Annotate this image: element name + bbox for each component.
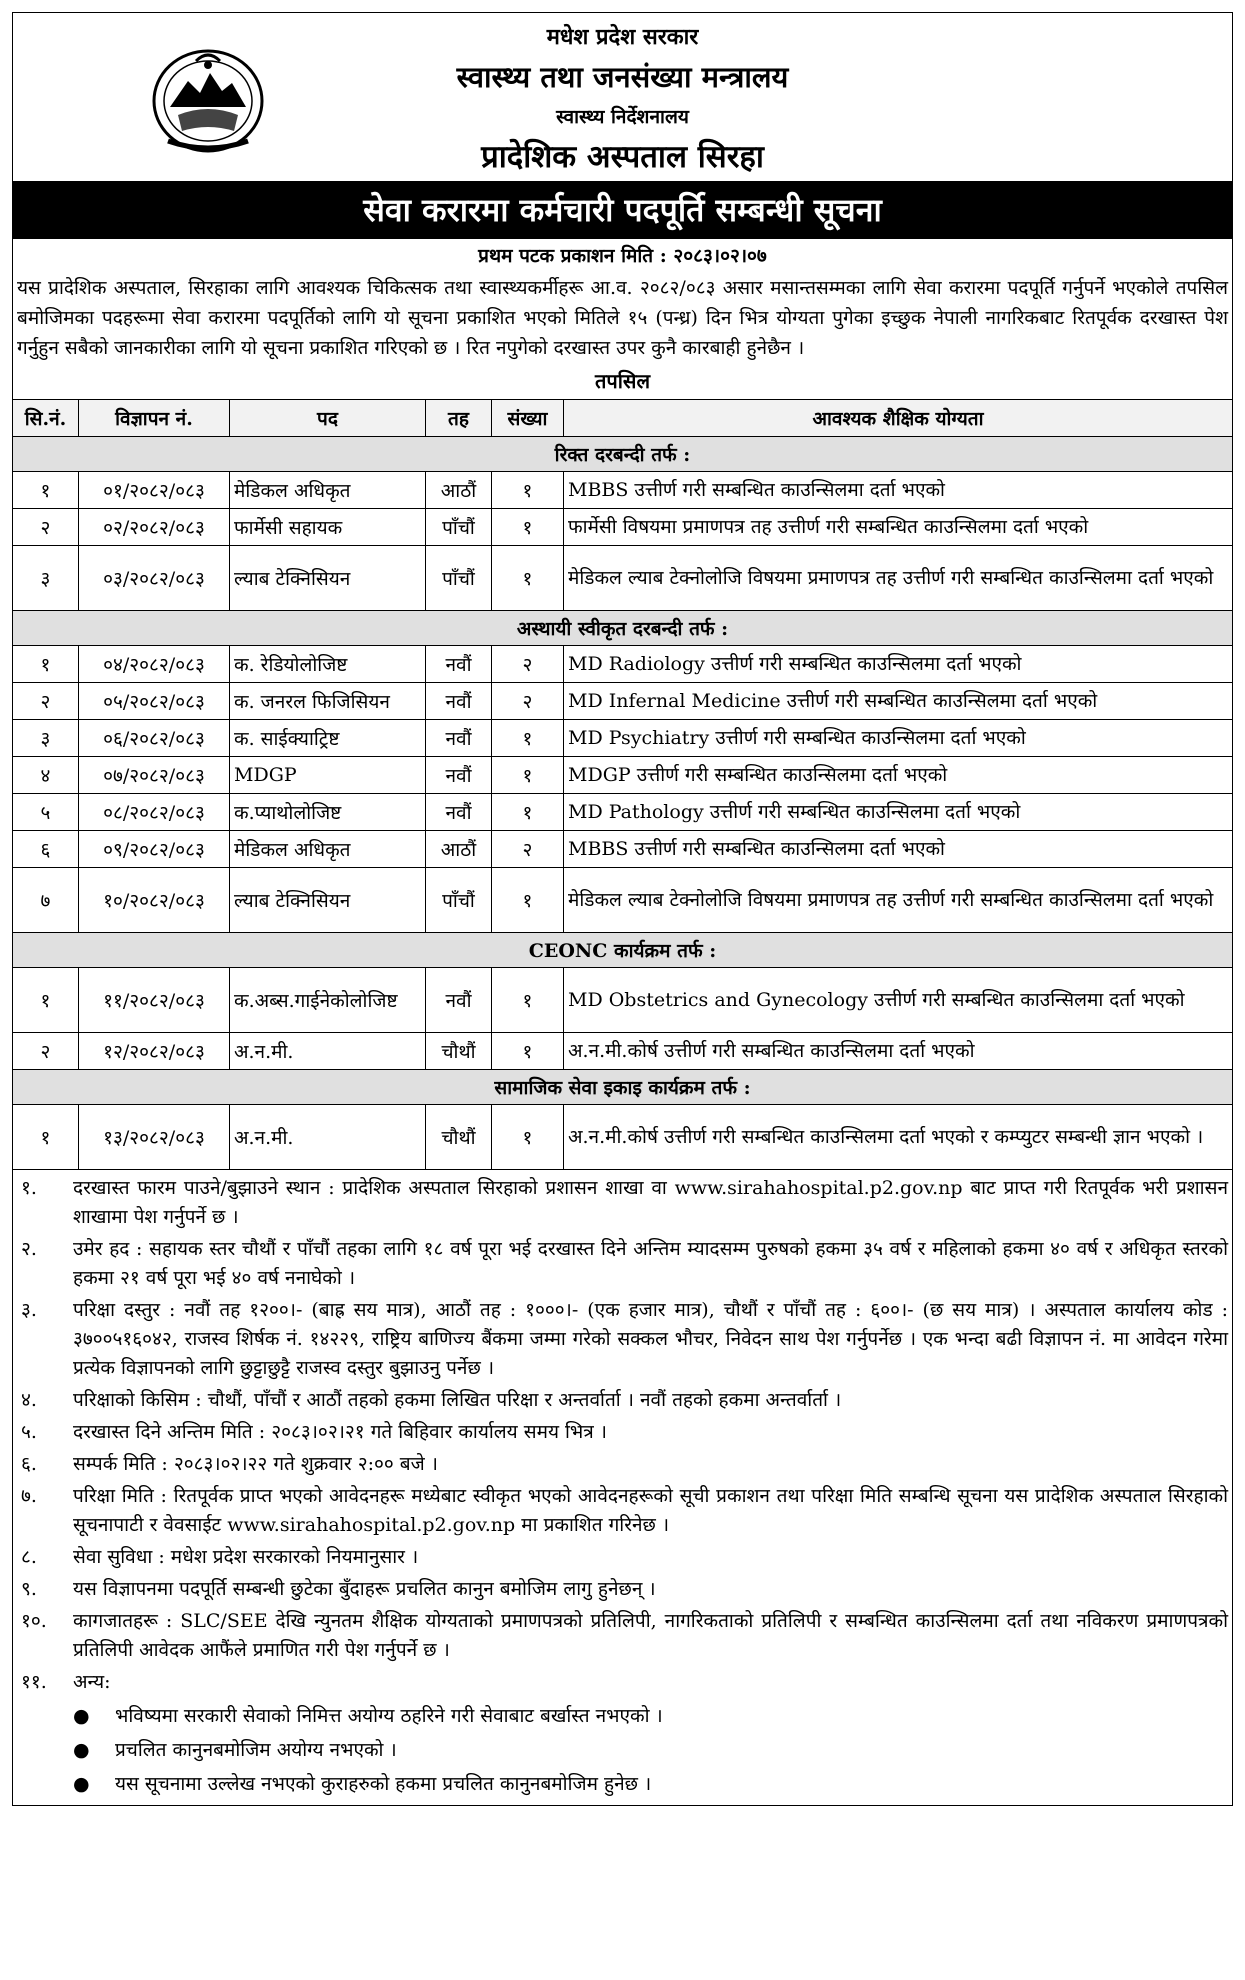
list-item — [17, 1482, 1228, 1540]
cell-adv: ०३/२०८२/०८३ — [79, 546, 230, 611]
bullet-item — [73, 1736, 1228, 1765]
cell-post: ल्याब टेक्निसियन — [230, 868, 426, 933]
cell-post: फार्मेसी सहायक — [230, 509, 426, 546]
note-number: ९. — [21, 1578, 37, 1600]
cell-qualification: MD Pathology उत्तीर्ण गरी सम्बन्धित काउन्सिलमा दर्ता भएको — [564, 794, 1233, 831]
cell-sn: ६ — [13, 831, 79, 868]
list-item — [17, 1575, 1228, 1604]
cell-adv: ०५/२०८२/०८३ — [79, 683, 230, 720]
section-row — [13, 437, 1233, 472]
table-row — [13, 1033, 1233, 1070]
note-number: ३. — [21, 1299, 37, 1321]
cell-count: १ — [492, 472, 564, 509]
cell-sn: १ — [13, 472, 79, 509]
cell-adv: १३/२०८२/०८३ — [79, 1105, 230, 1170]
bullet-text: भविष्यमा सरकारी सेवाको निमित्त अयोग्य ठहरिने गरी सेवाबाट बर्खास्त नभएको । — [115, 1705, 663, 1727]
bullet-text: प्रचलित कानुनबमोजिम अयोग्य नभएको । — [115, 1739, 397, 1761]
cell-qualification: MD Psychiatry उत्तीर्ण गरी सम्बन्धित काउन्सिलमा दर्ता भएको — [564, 720, 1233, 757]
cell-post: मेडिकल अधिकृत — [230, 831, 426, 868]
cell-sn: १ — [13, 1105, 79, 1170]
cell-sn: २ — [13, 683, 79, 720]
cell-adv: ०६/२०८२/०८३ — [79, 720, 230, 757]
note-text: दरखास्त फारम पाउने/बुझाउने स्थान : प्रादेशिक अस्पताल सिरहाको प्रशासन शाखा वा www.sirahahospital.p2.gov.np बाट प्राप्त गरी रितपूर्वक भरी प्रशासन शाखामा पेश गर्नुपर्ने छ । — [73, 1177, 1228, 1228]
header-line-1: मधेश प्रदेश सरकार — [546, 24, 699, 50]
table-row — [13, 794, 1233, 831]
note-text: परिक्षा मिति : रितपूर्वक प्राप्त भएको आवेदनहरू मध्येबाट स्वीकृत भएको आवेदनहरूको सूची प्रकाशन तथा परिक्षा मिति सम्बन्धि सूचना यस प्रादेशिक अस्पताल सिरहाको सूचनापाटी र वेवसाईट www.sirahahospital.p2.gov.np मा प्रकाशित गरिनेछ । — [73, 1485, 1228, 1536]
cell-level: नवौं — [426, 757, 492, 794]
note-text: परिक्षाको किसिम : चौथौं, पाँचौं र आठौं तहको हकमा लिखित परिक्षा र अन्तर्वार्ता । नवौं तहको हकमा अन्तर्वार्ता । — [73, 1389, 842, 1411]
bullet-icon: ● — [73, 1773, 90, 1795]
cell-adv: १२/२०८२/०८३ — [79, 1033, 230, 1070]
cell-count: १ — [492, 868, 564, 933]
table-row — [13, 646, 1233, 683]
cell-qualification: MD Obstetrics and Gynecology उत्तीर्ण गरी सम्बन्धित काउन्सिलमा दर्ता भएको — [564, 968, 1233, 1033]
notice-page — [12, 12, 1233, 1806]
cell-qualification: अ.न.मी.कोर्ष उत्तीर्ण गरी सम्बन्धित काउन्सिलमा दर्ता भएको र कम्प्युटर सम्बन्धी ज्ञान भएको । — [564, 1105, 1233, 1170]
section-row — [13, 611, 1233, 646]
cell-post: मेडिकल अधिकृत — [230, 472, 426, 509]
note-number: ६. — [21, 1453, 37, 1475]
cell-count: १ — [492, 546, 564, 611]
section-title: CEONC कार्यक्रम तर्फ : — [13, 933, 1233, 968]
hospital-name: प्रादेशिक अस्पताल सिरहा — [481, 139, 764, 175]
note-text: सम्पर्क मिति : २०८३।०२।२२ गते शुक्रवार २:०० बजे । — [73, 1453, 438, 1475]
terms-list — [12, 1170, 1233, 1806]
cell-count: २ — [492, 683, 564, 720]
cell-post: क. जनरल फिजिसियन — [230, 683, 426, 720]
col-header-post: पद — [230, 400, 426, 437]
note-number: ५. — [21, 1421, 37, 1443]
cell-level: नवौं — [426, 794, 492, 831]
col-header-count: संख्या — [492, 400, 564, 437]
cell-adv: ११/२०८२/०८३ — [79, 968, 230, 1033]
bullet-text: यस सूचनामा उल्लेख नभएको कुराहरुको हकमा प्रचलित कानुनबमोजिम हुनेछ । — [115, 1773, 652, 1795]
cell-qualification: MBBS उत्तीर्ण गरी सम्बन्धित काउन्सिलमा दर्ता भएको — [564, 831, 1233, 868]
section-row — [13, 1070, 1233, 1105]
cell-post: क.प्याथोलोजिष्ट — [230, 794, 426, 831]
table-row — [13, 831, 1233, 868]
cell-count: १ — [492, 968, 564, 1033]
list-item — [17, 1543, 1228, 1572]
table-row — [13, 683, 1233, 720]
schedule-heading: तपसिल — [12, 363, 1233, 399]
cell-level: चौथौं — [426, 1105, 492, 1170]
cell-level: आठौं — [426, 831, 492, 868]
section-title: सामाजिक सेवा इकाइ कार्यक्रम तर्फ : — [13, 1070, 1233, 1105]
cell-qualification: फार्मेसी विषयमा प्रमाणपत्र तह उत्तीर्ण गरी सम्बन्धित काउन्सिलमा दर्ता भएको — [564, 509, 1233, 546]
cell-count: १ — [492, 794, 564, 831]
cell-qualification: MD Infernal Medicine उत्तीर्ण गरी सम्बन्धित काउन्सिलमा दर्ता भएको — [564, 683, 1233, 720]
col-header-level: तह — [426, 400, 492, 437]
cell-sn: ७ — [13, 868, 79, 933]
cell-sn: ३ — [13, 546, 79, 611]
note-text: उमेर हद : सहायक स्तर चौथौं र पाँचौं तहका लागि १८ वर्ष पूरा भई दरखास्त दिने अन्तिम म्यादसम्म पुरुषको हकमा ३५ वर्ष र महिलाको हकमा ४० वर्ष र अधिकृत स्तरको हकमा २१ वर्ष पूरा भई ४० वर्ष ननाघेको । — [73, 1238, 1228, 1289]
note-number: ८. — [21, 1546, 37, 1568]
cell-qualification: मेडिकल ल्याब टेक्नोलोजि विषयमा प्रमाणपत्र तह उत्तीर्ण गरी सम्बन्धित काउन्सिलमा दर्ता भएको — [564, 868, 1233, 933]
bullet-icon: ● — [73, 1705, 90, 1727]
letterhead — [12, 12, 1233, 181]
cell-sn: २ — [13, 509, 79, 546]
cell-level: नवौं — [426, 968, 492, 1033]
table-row — [13, 546, 1233, 611]
cell-count: १ — [492, 509, 564, 546]
col-header-adv: विज्ञापन नं. — [79, 400, 230, 437]
cell-level: पाँचौं — [426, 546, 492, 611]
bullet-item — [73, 1702, 1228, 1731]
cell-level: नवौं — [426, 720, 492, 757]
list-item — [17, 1386, 1228, 1415]
cell-post: अ.न.मी. — [230, 1033, 426, 1070]
table-row — [13, 757, 1233, 794]
cell-sn: ३ — [13, 720, 79, 757]
cell-post: क.अब्स.गाईनेकोलोजिष्ट — [230, 968, 426, 1033]
list-item — [17, 1668, 1228, 1697]
table-row — [13, 968, 1233, 1033]
note-number: १०. — [21, 1610, 47, 1632]
col-header-sn: सि.नं. — [13, 400, 79, 437]
cell-qualification: MBBS उत्तीर्ण गरी सम्बन्धित काउन्सिलमा दर्ता भएको — [564, 472, 1233, 509]
cell-adv: ०४/२०८२/०८३ — [79, 646, 230, 683]
cell-adv: ०८/२०८२/०८३ — [79, 794, 230, 831]
bullet-item — [73, 1770, 1228, 1799]
notice-title-banner: सेवा करारमा कर्मचारी पदपूर्ति सम्बन्धी सूचना — [12, 181, 1233, 239]
list-item — [17, 1418, 1228, 1447]
cell-sn: २ — [13, 1033, 79, 1070]
directorate-name: स्वास्थ्य निर्देशनालय — [556, 106, 689, 128]
cell-qualification: अ.न.मी.कोर्ष उत्तीर्ण गरी सम्बन्धित काउन्सिलमा दर्ता भएको — [564, 1033, 1233, 1070]
cell-adv: १०/२०८२/०८३ — [79, 868, 230, 933]
col-header-qualification: आवश्यक शैक्षिक योग्यता — [564, 400, 1233, 437]
section-row — [13, 933, 1233, 968]
list-item — [17, 1296, 1228, 1383]
cell-adv: ०१/२०८२/०८३ — [79, 472, 230, 509]
cell-level: पाँचौं — [426, 868, 492, 933]
note-text: सेवा सुविधा : मधेश प्रदेश सरकारको नियमानुसार । — [73, 1546, 419, 1568]
note-text: अन्य: — [73, 1671, 111, 1693]
note-number: १. — [21, 1177, 37, 1199]
cell-adv: ०७/२०८२/०८३ — [79, 757, 230, 794]
list-item — [17, 1174, 1228, 1232]
cell-count: १ — [492, 720, 564, 757]
note-text: दरखास्त दिने अन्तिम मिति : २०८३।०२।२१ गते बिहिवार कार्यालय समय भित्र । — [73, 1421, 608, 1443]
table-header-row — [13, 400, 1233, 437]
table-row — [13, 1105, 1233, 1170]
cell-level: नवौं — [426, 683, 492, 720]
list-item — [17, 1607, 1228, 1665]
cell-count: २ — [492, 831, 564, 868]
cell-level: चौथौं — [426, 1033, 492, 1070]
intro-paragraph: यस प्रादेशिक अस्पताल, सिरहाका लागि आवश्यक चिकित्सक तथा स्वास्थ्यकर्मीहरू आ.व. २०८२/०८३ असार मसान्तसम्मका लागि सेवा करारमा पदपूर्ति गर्नुपर्ने भएकोले तपसिल बमोजिमका पदहरूमा सेवा करारमा पदपूर्तिको लागि यो सूचना प्रकाशित भएको मितिले १५ (पन्ध्र) दिन भित्र योग्यता पुगेका इच्छुक नेपाली नागरिकबाट रितपूर्वक दरखास्त पेश गर्नुहुन सबैको जानकारीका लागि यो सूचना प्रकाशित गरिएको छ । रित नपुगेको दरखास्त उपर कुनै कारबाही हुनेछैन । — [12, 273, 1233, 363]
cell-count: १ — [492, 1105, 564, 1170]
list-item — [17, 1450, 1228, 1479]
cell-post: अ.न.मी. — [230, 1105, 426, 1170]
cell-post: क. रेडियोलोजिष्ट — [230, 646, 426, 683]
table-row — [13, 472, 1233, 509]
note-number: २. — [21, 1238, 37, 1260]
list-item — [17, 1235, 1228, 1293]
cell-qualification: MDGP उत्तीर्ण गरी सम्बन्धित काउन्सिलमा दर्ता भएको — [564, 757, 1233, 794]
table-row — [13, 509, 1233, 546]
cell-sn: ५ — [13, 794, 79, 831]
section-title: रिक्त दरबन्दी तर्फ : — [13, 437, 1233, 472]
cell-count: २ — [492, 646, 564, 683]
cell-level: आठौं — [426, 472, 492, 509]
cell-count: १ — [492, 757, 564, 794]
cell-level: नवौं — [426, 646, 492, 683]
note-text: यस विज्ञापनमा पदपूर्ति सम्बन्धी छुटेका बुँदाहरू प्रचलित कानुन बमोजिम लागु हुनेछन् । — [73, 1578, 656, 1600]
bullet-icon: ● — [73, 1739, 90, 1761]
cell-post: क. साईक्याट्रिष्ट — [230, 720, 426, 757]
publication-date: प्रथम पटक प्रकाशन मिति : २०८३।०२।०७ — [12, 239, 1233, 273]
cell-qualification: मेडिकल ल्याब टेक्नोलोजि विषयमा प्रमाणपत्र तह उत्तीर्ण गरी सम्बन्धित काउन्सिलमा दर्ता भएको — [564, 546, 1233, 611]
note-number: ७. — [21, 1485, 37, 1507]
cell-sn: ४ — [13, 757, 79, 794]
note-number: ११. — [21, 1671, 47, 1693]
ministry-name: स्वास्थ्य तथा जनसंख्या मन्त्रालय — [456, 60, 789, 94]
cell-level: पाँचौं — [426, 509, 492, 546]
note-number: ४. — [21, 1389, 37, 1411]
cell-sn: १ — [13, 968, 79, 1033]
cell-adv: ०२/२०८२/०८३ — [79, 509, 230, 546]
section-title: अस्थायी स्वीकृत दरबन्दी तर्फ : — [13, 611, 1233, 646]
cell-post: ल्याब टेक्निसियन — [230, 546, 426, 611]
cell-adv: ०९/२०८२/०८३ — [79, 831, 230, 868]
cell-post: MDGP — [230, 757, 426, 794]
cell-sn: १ — [13, 646, 79, 683]
positions-table — [12, 399, 1233, 1170]
cell-count: १ — [492, 1033, 564, 1070]
table-row — [13, 868, 1233, 933]
table-row — [13, 720, 1233, 757]
note-text: परिक्षा दस्तुर : नवौं तह १२००।- (बाह्र सय मात्र), आठौं तह : १०००।- (एक हजार मात्र), चौथौं र पाँचौं तह : ६००।- (छ सय मात्र) । अस्पताल कार्यालय कोड : ३७००५१६०४२, राजस्व शिर्षक नं. १४२२९, राष्ट्रिय बाणिज्य बैंकमा जम्मा गरेको सक्कल भौचर, निवेदन साथ पेश गर्नुपर्नेछ । एक भन्दा बढी विज्ञापन नं. मा आवेदन गरेमा प्रत्येक विज्ञापनको लागि छुट्टाछुट्टै राजस्व दस्तुर बुझाउनु पर्नेछ । — [73, 1299, 1228, 1379]
cell-qualification: MD Radiology उत्तीर्ण गरी सम्बन्धित काउन्सिलमा दर्ता भएको — [564, 646, 1233, 683]
note-text: कागजातहरू : SLC/SEE देखि न्युनतम शैक्षिक योग्यताको प्रमाणपत्रको प्रतिलिपी, नागरिकताको प्रतिलिपी र सम्बन्धित काउन्सिलमा दर्ता तथा नविकरण प्रमाणपत्रको प्रतिलिपी आवेदक आफैंले प्रमाणित गरी पेश गर्नुपर्ने छ । — [73, 1610, 1228, 1661]
